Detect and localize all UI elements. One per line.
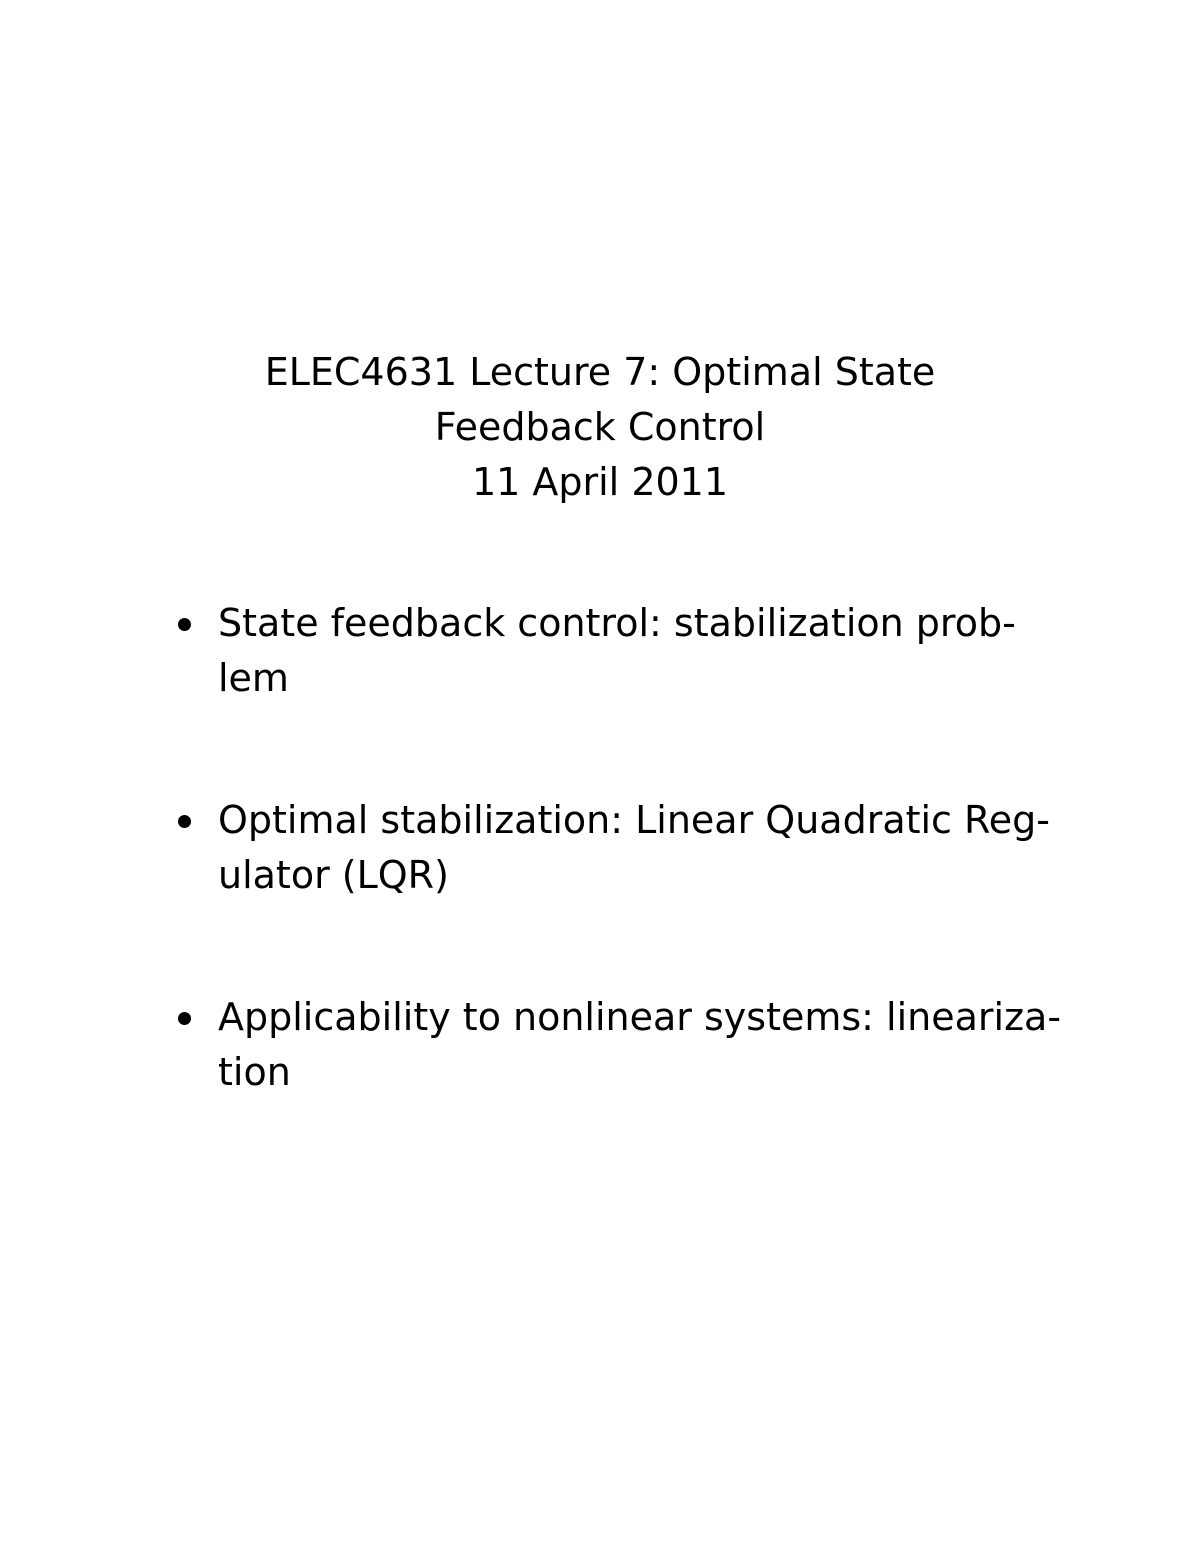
lecture-date: 11 April 2011 <box>471 460 729 504</box>
bullet-dot-icon <box>178 618 191 631</box>
bullet-text-line-1: Optimal stabilization: Linear Quadratic Reg- <box>218 798 1050 842</box>
bullet-text-line-1: State feedback control: stabilization prob- <box>218 601 1016 645</box>
bullet-text-line-2: lem <box>218 656 289 700</box>
bullet-text-line-2: ulator (LQR) <box>218 853 449 897</box>
bullet-text <box>218 596 1098 706</box>
lecture-title-line-2: Feedback Control <box>434 405 766 449</box>
bullet-text-line-2: tion <box>218 1050 291 1094</box>
bullet-dot-icon <box>178 1012 191 1025</box>
lecture-title-line-1: ELEC4631 Lecture 7: Optimal State <box>264 350 936 394</box>
bullet-text <box>218 793 1098 903</box>
bullet-text-line-1: Applicability to nonlinear systems: lineariza- <box>218 995 1062 1039</box>
bullet-dot-icon <box>178 815 191 828</box>
title-block <box>0 345 1200 510</box>
bullet-text <box>218 990 1098 1100</box>
